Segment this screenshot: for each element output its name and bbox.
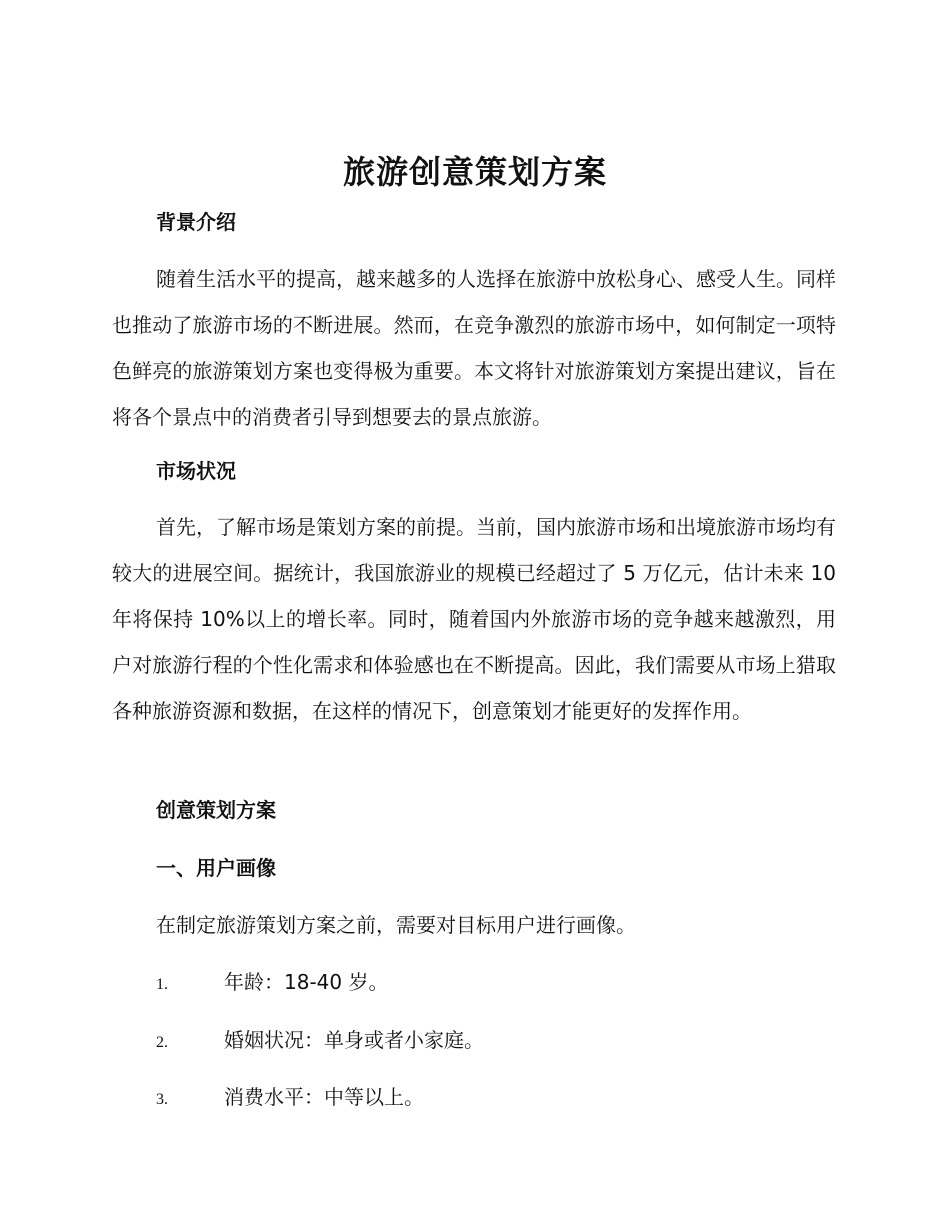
list-item-text: 年龄：18-40 岁。 — [224, 970, 389, 994]
list-item — [156, 967, 756, 1000]
section-paragraph-market: 首先，了解市场是策划方案的前提。当前，国内旅游市场和出境旅游市场均有较大的进展空间。据统计，我国旅游业的规模已经超过了 5 万亿元，估计未来 10 年将保持 10%以上的增长率。同时，随着国内外旅游市场的竞争越来越激烈，用户对旅游行程的个性化需求和体验感也在不断提高。因此，我们需要从市场上猎取各种旅游资源和数据，在这样的情况下，创意策划才能更好的发挥作用。 — [112, 515, 836, 723]
list-item-text: 婚姻状况：单身或者小家庭。 — [224, 1028, 484, 1052]
subsection-heading-user-persona: 一、用户画像 — [156, 856, 276, 880]
list-item — [156, 1082, 756, 1115]
list-item-text: 消费水平：中等以上。 — [224, 1085, 424, 1109]
document-title: 旅游创意策划方案 — [342, 153, 607, 191]
user-persona-intro: 在制定旅游策划方案之前，需要对目标用户进行画像。 — [156, 913, 636, 937]
section-heading-background: 背景介绍 — [156, 210, 236, 234]
list-item-number: 1. — [156, 976, 168, 993]
list-item-number: 2. — [156, 1034, 168, 1051]
list-item — [156, 1025, 756, 1058]
section-heading-creative-plan: 创意策划方案 — [156, 798, 276, 822]
section-heading-market: 市场状况 — [156, 459, 236, 483]
list-item-number: 3. — [156, 1091, 168, 1108]
section-paragraph-background: 随着生活水平的提高，越来越多的人选择在旅游中放松身心、感受人生。同样也推动了旅游市场的不断进展。然而，在竞争激烈的旅游市场中，如何制定一项特色鲜亮的旅游策划方案也变得极为重要。本文将针对旅游策划方案提出建议，旨在将各个景点中的消费者引导到想要去的景点旅游。 — [112, 267, 836, 429]
